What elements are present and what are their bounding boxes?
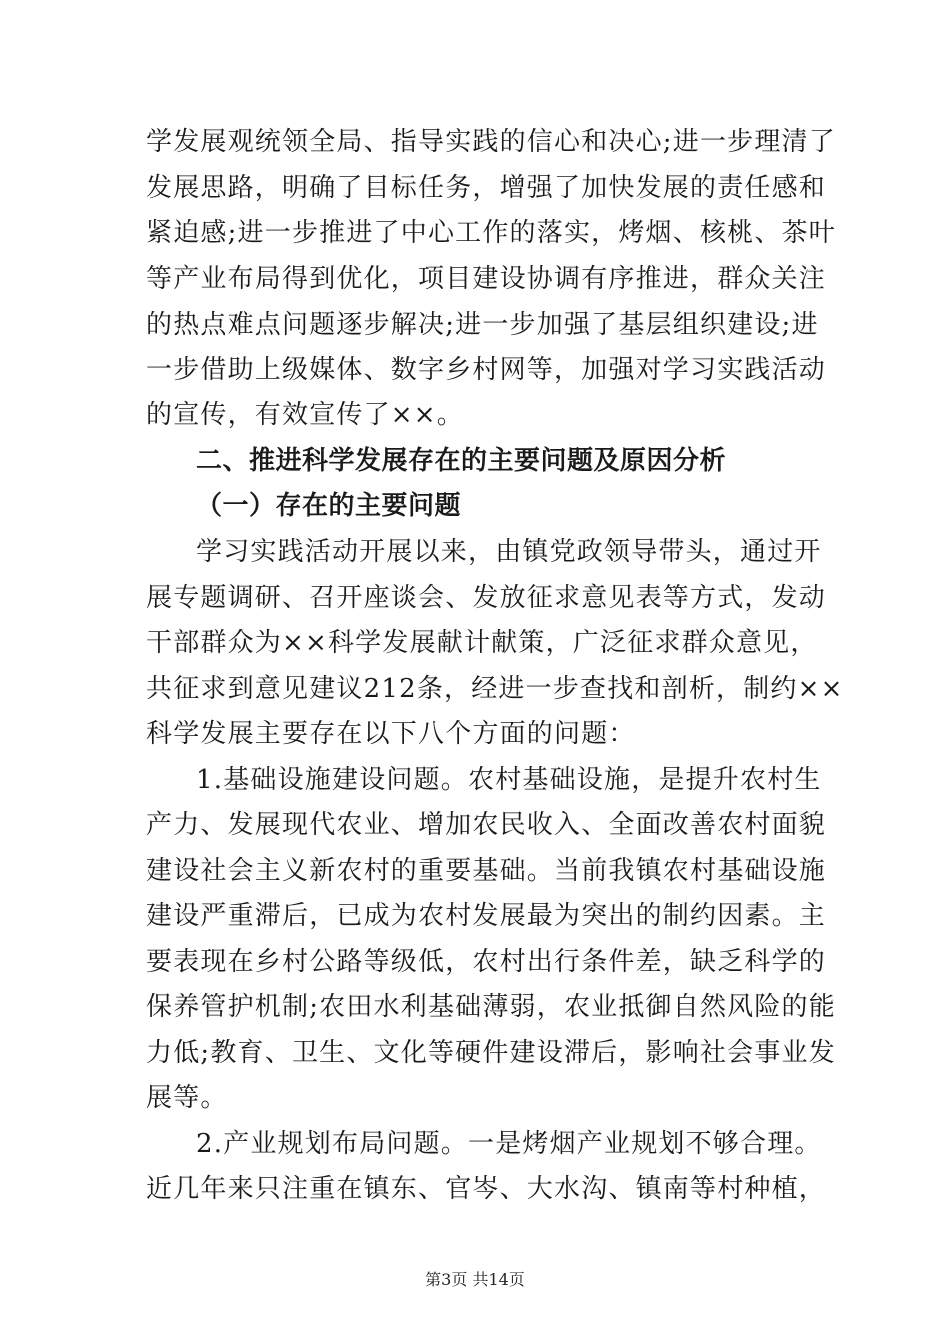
body-text-line: 等产业布局得到优化，项目建设协调有序推进，群众关注 bbox=[146, 264, 827, 294]
body-text-line: 产力、发展现代农业、增加农民收入、全面改善农村面貌 bbox=[146, 810, 827, 840]
subsection-heading: （一）存在的主要问题 bbox=[196, 491, 462, 521]
paragraph-first-line: 1.基础设施建设问题。农村基础设施，是提升农村生 bbox=[196, 765, 822, 795]
paragraph-first-line: 2.产业规划布局问题。一是烤烟产业规划不够合理。 bbox=[196, 1129, 822, 1159]
body-text-line: 近几年来只注重在镇东、官岑、大水沟、镇南等村种植， bbox=[146, 1174, 827, 1204]
body-text-line: 学发展观统领全局、指导实践的信心和决心;进一步理清了 bbox=[146, 127, 836, 157]
body-text-line: 的宣传，有效宣传了××。 bbox=[146, 400, 464, 430]
page-number-footer: 第3页 共14页 bbox=[425, 1270, 525, 1289]
body-text-line: 建设严重滞后，已成为农村发展最为突出的制约因素。主 bbox=[146, 901, 827, 931]
body-text-line: 展等。 bbox=[146, 1083, 228, 1113]
body-text-line: 要表现在乡村公路等级低，农村出行条件差，缺乏科学的 bbox=[146, 947, 827, 977]
body-text-line: 建设社会主义新农村的重要基础。当前我镇农村基础设施 bbox=[146, 856, 827, 886]
body-text-line: 发展思路，明确了目标任务，增强了加快发展的责任感和 bbox=[146, 173, 827, 203]
body-text-line: 一步借助上级媒体、数字乡村网等，加强对学习实践活动 bbox=[146, 355, 827, 385]
body-text-line: 干部群众为××科学发展献计献策，广泛征求群众意见， bbox=[146, 628, 818, 658]
paragraph-first-line: 学习实践活动开展以来，由镇党政领导带头，通过开 bbox=[196, 537, 822, 567]
body-text-line: 紧迫感;进一步推进了中心工作的落实，烤烟、核桃、茶叶 bbox=[146, 218, 836, 248]
body-text-line: 科学发展主要存在以下八个方面的问题： bbox=[146, 719, 636, 749]
body-text-line: 共征求到意见建议212条，经进一步查找和剖析，制约×× bbox=[146, 674, 844, 704]
body-text-line: 的热点难点问题逐步解决;进一步加强了基层组织建设;进 bbox=[146, 310, 819, 340]
body-text-line: 保养管护机制;农田水利基础薄弱，农业抵御自然风险的能 bbox=[146, 992, 836, 1022]
body-text-line: 力低;教育、卫生、文化等硬件建设滞后，影响社会事业发 bbox=[146, 1038, 836, 1068]
section-heading: 二、推进科学发展存在的主要问题及原因分析 bbox=[196, 446, 727, 476]
body-text-line: 展专题调研、召开座谈会、发放征求意见表等方式，发动 bbox=[146, 583, 827, 613]
